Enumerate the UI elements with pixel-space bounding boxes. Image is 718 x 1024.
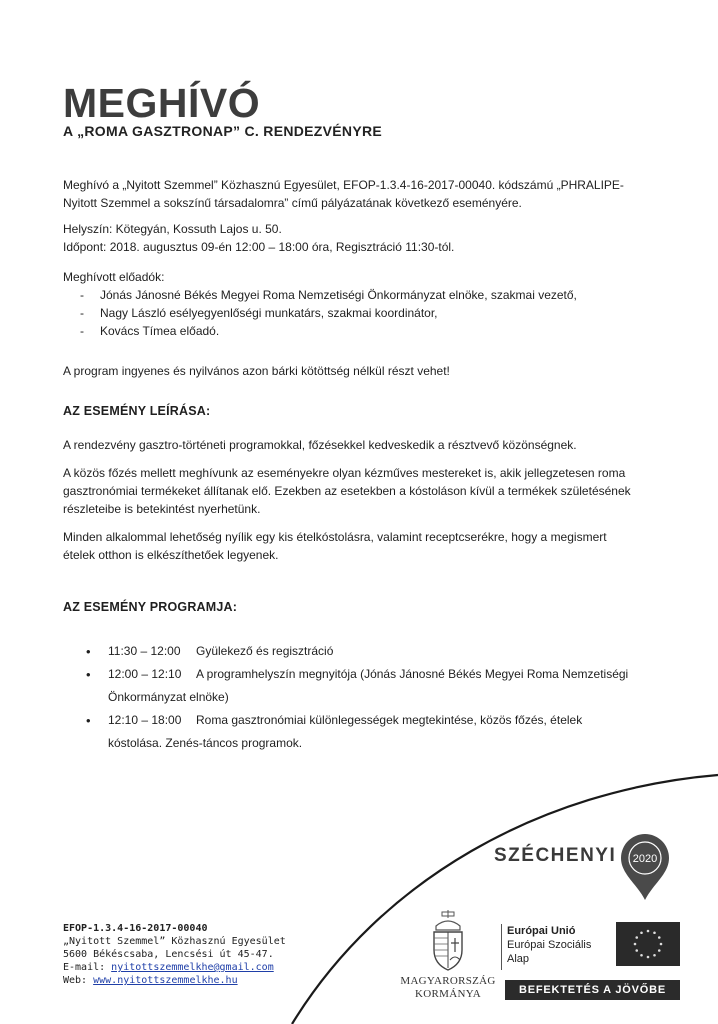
page-title: MEGHÍVÓ xyxy=(63,80,261,126)
program-text: Roma gasztronómiai különlegességek megtekintése, közös főzés, ételek xyxy=(196,713,583,727)
eu-divider xyxy=(501,924,502,970)
footer-web-link[interactable]: www.nyitottszemmelkhe.hu xyxy=(93,975,238,986)
eu-star xyxy=(658,936,661,939)
description-p3-line-2: ételek otthon is elkészíthetőek legyenek. xyxy=(63,548,279,562)
hungarian-government-label xyxy=(396,975,500,1001)
description-heading: AZ ESEMÉNY LEÍRÁSA: xyxy=(63,404,211,418)
eu-line-3: Alap xyxy=(507,953,530,965)
eu-star xyxy=(658,949,661,952)
eu-star xyxy=(653,954,656,957)
eu-line-1: Európai Unió xyxy=(507,925,576,937)
location-text: Helyszín: Kötegyán, Kossuth Lajos u. 50. xyxy=(63,222,282,236)
speakers-label: Meghívott előadók: xyxy=(63,270,165,284)
description-p1: A rendezvény gasztro-történeti programokkal, főzésekkel kedveskedik a résztvevő közönségnek. xyxy=(63,438,577,452)
description-p2-line-1: A közös főzés mellett meghívunk az eseményekre olyan kézműves mestereket is, akik jellegzetesen roma xyxy=(63,466,626,480)
program-text-continued: kóstolása. Zenés-táncos programok. xyxy=(108,736,303,750)
eu-star xyxy=(647,930,650,933)
szechenyi-label: SZÉCHENYI xyxy=(494,845,617,866)
footer-organization: „Nyitott Szemmel” Közhasznú Egyesület xyxy=(63,936,286,947)
free-note: A program ingyenes és nyilvános azon bárki kötöttség nélkül részt vehet! xyxy=(63,364,450,378)
gov-line-2: KORMÁNYA xyxy=(415,988,481,1000)
eu-star xyxy=(660,943,663,946)
eu-line-2: Európai Szociális xyxy=(507,939,592,951)
description-p2-line-2: gasztronómiai termékeket állítanak elő. Ezekben az esetekben a kóstoláson kívül a termékek születésének xyxy=(63,484,631,498)
eu-star xyxy=(640,931,643,934)
eu-star xyxy=(640,954,643,957)
list-item: - Nagy László esélyegyenlőségi munkatárs, szakmai koordinátor, xyxy=(80,304,577,322)
footer-email-label: E-mail: xyxy=(63,962,112,973)
intro-line-2: Nyitott Szemmel a sokszínű társadalomra” című pályázatának következő eseményére. xyxy=(63,196,522,210)
eu-star xyxy=(635,936,638,939)
eu-star xyxy=(635,949,638,952)
szechenyi-pin-icon xyxy=(617,832,673,902)
program-time: 12:10 – 18:00 xyxy=(108,713,182,727)
intro-line-1: Meghívó a „Nyitott Szemmel” Közhasznú Egyesület, EFOP-1.3.4-16-2017-00040. kódszámú „PHRALIPE- xyxy=(63,178,624,192)
program-text-continued: Önkormányzat elnöke) xyxy=(108,690,229,704)
page-subtitle: A „ROMA GASZTRONAP” C. RENDEZVÉNYRE xyxy=(63,123,383,139)
program-text: A programhelyszín megnyitója (Jónás Jánosné Békés Megyei Roma Nemzetiségi xyxy=(196,667,629,681)
list-item: - Kovács Tímea előadó. xyxy=(80,322,577,340)
footer-email-link[interactable]: nyitottszemmelkhe@gmail.com xyxy=(111,962,274,973)
eu-label xyxy=(507,924,591,966)
footer-address: 5600 Békéscsaba, Lencsési út 45-47. xyxy=(63,949,274,960)
gov-line-1: MAGYARORSZÁG xyxy=(400,975,496,987)
szechenyi-year: 2020 xyxy=(632,853,658,865)
hungarian-coat-of-arms-icon xyxy=(428,910,468,972)
eu-star xyxy=(634,943,637,946)
eu-flag-icon xyxy=(616,922,680,966)
list-item: - Jónás Jánosné Békés Megyei Roma Nemzetiségi Önkormányzat elnöke, szakmai vezető, xyxy=(80,286,577,304)
footer-contact xyxy=(63,922,286,987)
eu-star xyxy=(647,956,650,959)
description-p3-line-1: Minden alkalommal lehetőség nyílik egy kis ételkóstolásra, valamint receptcserékre, hogy a megismert xyxy=(63,530,607,544)
program-time: 11:30 – 12:00 xyxy=(108,644,181,658)
footer-project-code: EFOP-1.3.4-16-2017-00040 xyxy=(63,923,208,934)
eu-slogan: BEFEKTETÉS A JÖVŐBE xyxy=(505,980,680,1000)
footer-web-label: Web: xyxy=(63,975,94,986)
program-heading: AZ ESEMÉNY PROGRAMJA: xyxy=(63,600,238,614)
program-time: 12:00 – 12:10 xyxy=(108,667,182,681)
description-p2-line-3: részleteibe is betekintést nyerhetünk. xyxy=(63,502,261,516)
eu-star xyxy=(653,931,656,934)
time-text: Időpont: 2018. augusztus 09-én 12:00 – 18:00 óra, Regisztráció 11:30-tól. xyxy=(63,240,455,254)
program-text: Gyülekező és regisztráció xyxy=(196,644,334,658)
